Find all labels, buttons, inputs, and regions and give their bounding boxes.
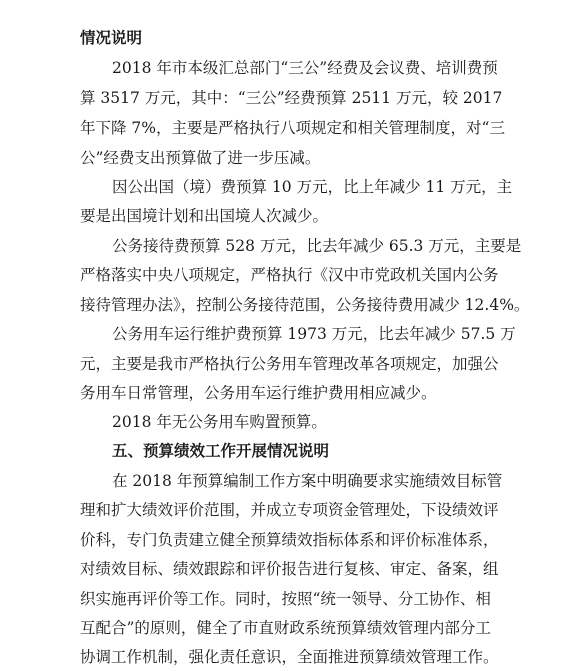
section-heading-situation: 情况说明 — [80, 29, 143, 47]
paragraph-line: 价科，专门负责建立健全预算绩效指标体系和评价标准体系， — [80, 531, 499, 549]
paragraph-line: 年下降 7%，主要是严格执行八项规定和相关管理制度，对“三 — [80, 119, 505, 137]
paragraph-line: 要是出国境计划和出国境人次减少。 — [80, 207, 329, 225]
paragraph-line: 务用车日常管理，公务用车运行维护费用相应减少。 — [80, 384, 437, 402]
paragraph-line: 对绩效目标、绩效跟踪和评价报告进行复核、审定、备案，组 — [80, 560, 499, 578]
paragraph-line: 公”经费支出预算做了进一步压减。 — [80, 149, 321, 167]
paragraph-line: 2018 年市本级汇总部门“三公”经费及会议费、培训费预 — [112, 59, 498, 77]
paragraph-line: 因公出国（境）费预算 10 万元，比上年减少 11 万元，主 — [112, 178, 513, 196]
paragraph-line: 织实施再评价等工作。同时，按照“统一领导、分工协作、相 — [80, 590, 491, 608]
paragraph-line: 公务用车运行维护费预算 1973 万元，比去年减少 57.5 万 — [112, 325, 516, 343]
paragraph-line: 2018 年无公务用车购置预算。 — [112, 413, 327, 431]
paragraph-line: 在 2018 年预算编制工作方案中明确要求实施绩效目标管 — [112, 472, 503, 490]
paragraph-line: 互配合”的原则，健全了市直财政系统预算绩效管理内部分工 — [80, 619, 491, 637]
paragraph-line: 算 3517 万元，其中：“三公”经费预算 2511 万元，较 2017 — [80, 89, 503, 107]
paragraph-line: 元，主要是我市严格执行公务用车管理改革各项规定，加强公 — [80, 355, 499, 373]
section-heading-performance: 五、预算绩效工作开展情况说明 — [112, 442, 330, 460]
paragraph-line: 协调工作机制，强化责任意识，全面推进预算绩效管理工作。 — [80, 648, 499, 666]
paragraph-line: 接待管理办法》，控制公务接待范围，公务接待费用减少 12.4%。 — [80, 296, 530, 314]
paragraph-line: 理和扩大绩效评价范围，并成立专项资金管理处，下设绩效评 — [80, 501, 499, 519]
paragraph-line: 严格落实中央八项规定，严格执行《汉中市党政机关国内公务 — [80, 266, 499, 284]
paragraph-line: 公务接待费预算 528 万元，比去年减少 65.3 万元，主要是 — [112, 237, 522, 255]
